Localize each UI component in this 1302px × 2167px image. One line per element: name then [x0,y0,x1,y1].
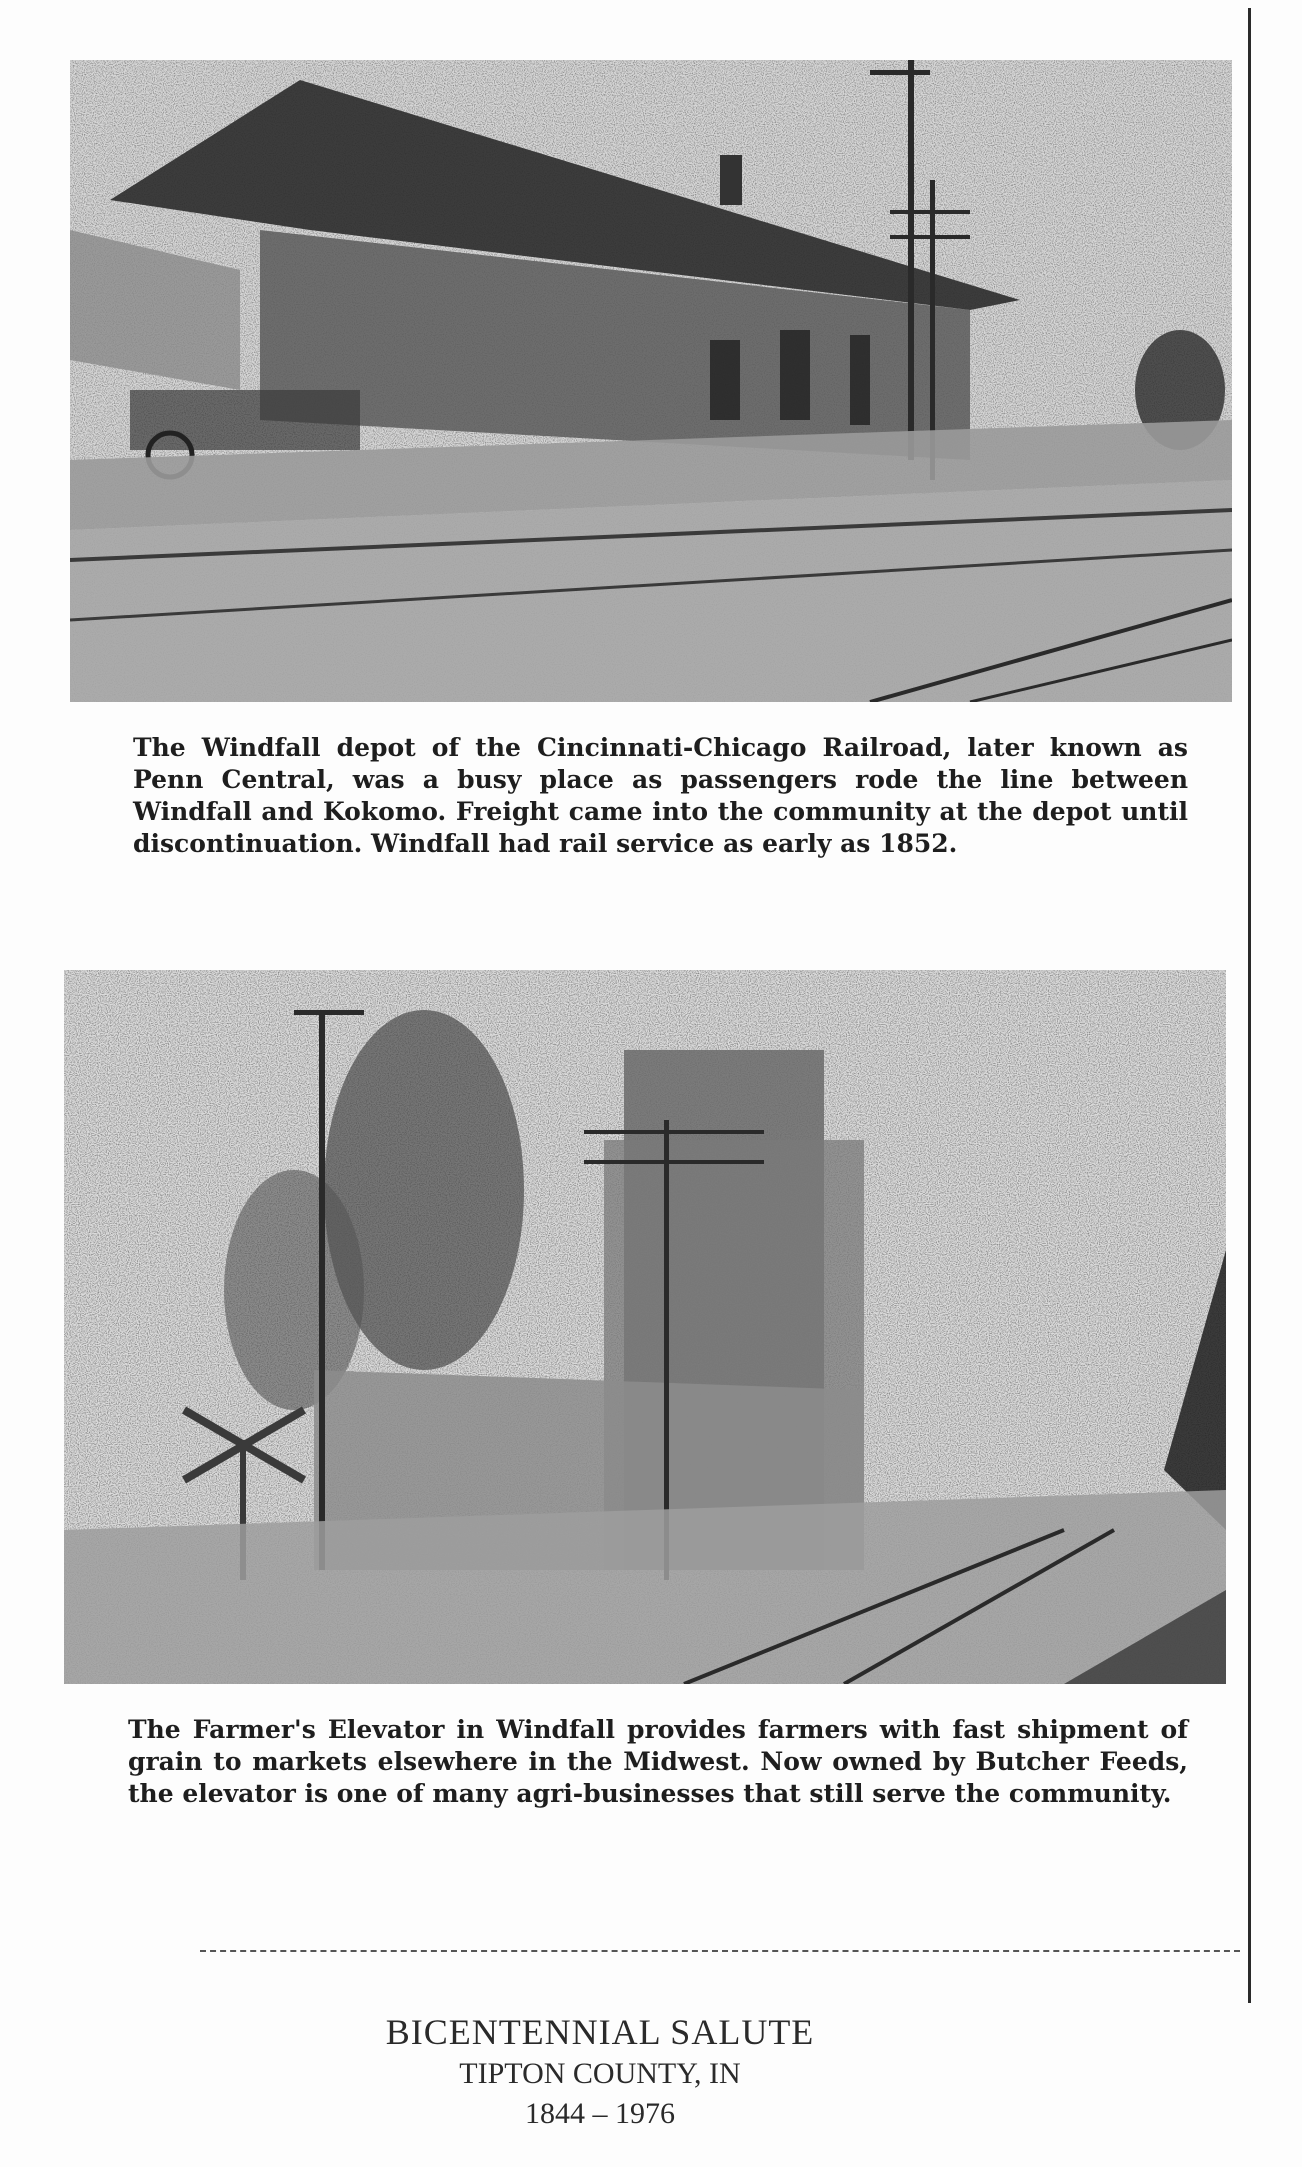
page-edge-rule [1248,8,1251,2003]
elevator-photo [64,970,1226,1684]
depot-caption: The Windfall depot of the Cincinnati-Chicago Railroad, later known as Penn Central, was a busy place as passengers rode the line between Windfall and Kokomo. Freight came into the community at the depot until discontinuation. Windfall had rail service as early as 1852. [133,733,1188,858]
footer-years: 1844 – 1976 [525,2097,675,2130]
depot-photo [70,60,1232,702]
footer-county: TIPTON COUNTY, IN [459,2057,741,2090]
elevator-caption: The Farmer's Elevator in Windfall provides farmers with fast shipment of grain to markets elsewhere in the Midwest. Now owned by Butcher Feeds, the elevator is one of many agri-businesses that still serve the community. [128,1715,1188,1808]
footer-title: BICENTENNIAL SALUTE [385,2012,815,2052]
dashed-divider [200,1950,1240,1952]
footer [300,2010,900,2134]
